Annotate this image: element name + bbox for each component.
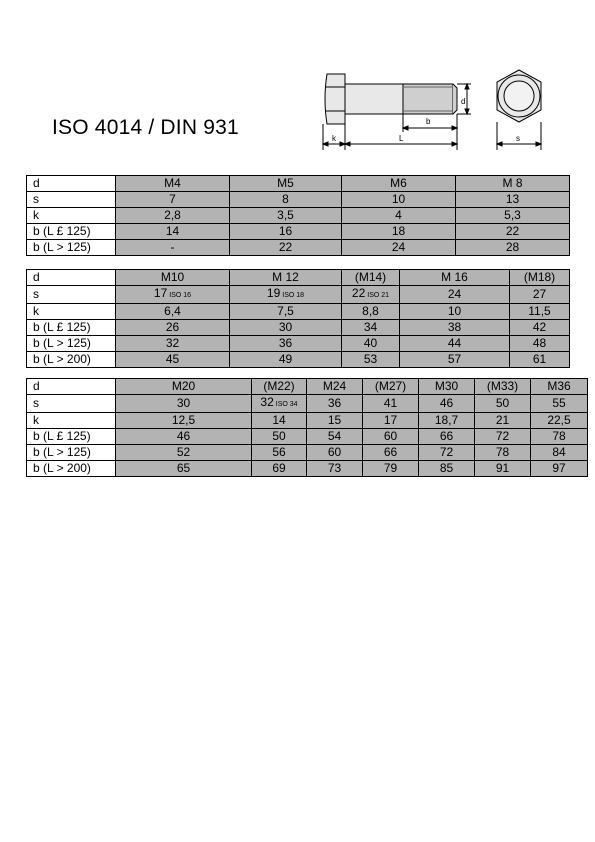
table-cell (475, 445, 531, 461)
cell-value: 52 (176, 445, 191, 459)
cell-value: 85 (439, 461, 454, 475)
table-cell (510, 304, 570, 320)
cell-value: M 16 (441, 270, 468, 284)
table-cell (307, 461, 363, 477)
table-cell (116, 445, 252, 461)
row-label: s (27, 192, 116, 208)
table-cell (419, 461, 475, 477)
table-cell (419, 445, 475, 461)
cell-value: 46 (439, 396, 454, 410)
cell-value: 6,4 (164, 304, 181, 318)
table-cell (510, 320, 570, 336)
table-cell (342, 270, 400, 286)
row-label: d (27, 176, 116, 192)
table-cell (400, 304, 510, 320)
cell-value: M6 (390, 176, 407, 190)
cell-value: 15 (327, 413, 342, 427)
cell-value: M36 (547, 379, 571, 393)
cell-value: (M33) (486, 379, 519, 393)
table-row (27, 286, 570, 304)
cell-value: 97 (552, 461, 566, 475)
table-cell (510, 270, 570, 286)
table-row (27, 352, 570, 368)
cell-value: (M18) (523, 270, 556, 284)
table-cell (363, 379, 419, 395)
table-cell (116, 320, 230, 336)
cell-value: M 12 (272, 270, 299, 284)
table-cell (400, 270, 510, 286)
table-cell (475, 413, 531, 429)
cell-value: M 8 (502, 176, 523, 190)
table-cell (531, 461, 588, 477)
cell-value: 55 (552, 396, 566, 410)
table-cell (342, 352, 400, 368)
cell-value: 34 (363, 320, 378, 334)
table-cell (230, 224, 342, 240)
table-row (27, 461, 588, 477)
table-cell (342, 240, 456, 256)
row-label: b (L £ 125) (27, 320, 116, 336)
cell-value: 19 (266, 286, 281, 300)
cell-value: 53 (363, 352, 378, 366)
cell-value: (M22) (263, 379, 295, 393)
table-cell (307, 413, 363, 429)
table-cell (400, 320, 510, 336)
cell-value: 56 (272, 445, 286, 459)
table-cell (531, 395, 588, 413)
table-cell (116, 395, 252, 413)
cell-value: 54 (327, 429, 342, 443)
cell-iso-note: ISO 16 (169, 292, 192, 299)
cell-value: M4 (164, 176, 181, 190)
table-row (27, 445, 588, 461)
cell-value: 3,5 (277, 208, 294, 222)
table-cell (342, 320, 400, 336)
cell-value: 22 (278, 240, 293, 254)
cell-value: 18,7 (434, 413, 459, 427)
table-cell (230, 304, 342, 320)
table-cell (307, 395, 363, 413)
table-cell (307, 379, 363, 395)
cell-value: 4 (395, 208, 402, 222)
cell-value: 8 (282, 192, 289, 206)
table-row (27, 379, 588, 395)
cell-value: 27 (532, 287, 547, 301)
table-cell (230, 286, 342, 304)
table-cell (456, 240, 570, 256)
cell-value: 22 (505, 224, 520, 238)
table-cell (116, 461, 252, 477)
table-cell (116, 176, 230, 192)
table-cell (363, 395, 419, 413)
cell-value: 22,5 (547, 413, 571, 427)
row-label: d (27, 270, 116, 286)
dim-label-b: b (426, 117, 431, 126)
cell-value: 16 (278, 224, 293, 238)
table-cell (419, 395, 475, 413)
table-cell (342, 192, 456, 208)
row-label: b (L > 125) (27, 336, 116, 352)
cell-value: 2,8 (164, 208, 181, 222)
row-label: d (27, 379, 116, 395)
cell-value: 65 (176, 461, 191, 475)
cell-value: (M14) (354, 270, 387, 284)
table-cell (230, 176, 342, 192)
table-cell (252, 429, 307, 445)
table-cell (456, 192, 570, 208)
cell-value: 84 (552, 445, 566, 459)
table-cell (531, 429, 588, 445)
table-cell (419, 379, 475, 395)
table-cell (116, 413, 252, 429)
cell-value: 41 (383, 396, 398, 410)
table-cell (230, 270, 342, 286)
table-cell (307, 429, 363, 445)
cell-value: 72 (439, 445, 454, 459)
cell-value: 73 (327, 461, 342, 475)
table-cell (252, 461, 307, 477)
table-row (27, 270, 570, 286)
cell-value: 91 (495, 461, 510, 475)
table-cell (252, 395, 307, 413)
cell-value: 10 (447, 304, 462, 318)
table-cell (230, 320, 342, 336)
cell-value: M24 (322, 379, 347, 393)
cell-value: 50 (495, 396, 510, 410)
table-row (27, 240, 570, 256)
cell-value: 11,5 (528, 304, 551, 318)
cell-value: 50 (272, 429, 286, 443)
cell-value: 48 (532, 336, 547, 350)
table-cell (400, 286, 510, 304)
table-cell (230, 192, 342, 208)
table-cell (363, 461, 419, 477)
cell-value: - (170, 240, 175, 254)
dim-label-d: d (461, 97, 466, 106)
table-cell (252, 413, 307, 429)
table-cell (456, 208, 570, 224)
cell-value: 79 (383, 461, 398, 475)
table-cell (252, 379, 307, 395)
cell-value: 36 (278, 336, 293, 350)
cell-value: 45 (165, 352, 180, 366)
cell-value: M10 (160, 270, 185, 284)
table-row (27, 224, 570, 240)
dim-label-s: s (516, 134, 520, 143)
table-cell (419, 413, 475, 429)
cell-iso-note: ISO 18 (282, 292, 305, 299)
table-cell (116, 336, 230, 352)
table-row (27, 208, 570, 224)
table-cell (531, 445, 588, 461)
cell-value: 7 (169, 192, 176, 206)
table-cell (342, 176, 456, 192)
table-cell (510, 352, 570, 368)
table-cell (456, 176, 570, 192)
table-cell (342, 304, 400, 320)
table-cell (456, 224, 570, 240)
table-cell (363, 413, 419, 429)
table-cell (116, 429, 252, 445)
table-cell (230, 336, 342, 352)
table-cell (230, 352, 342, 368)
cell-value: 38 (447, 320, 462, 334)
row-label: b (L > 200) (27, 461, 116, 477)
table-cell (475, 379, 531, 395)
dimension-table-1 (26, 175, 570, 256)
table-row (27, 395, 588, 413)
row-label: s (27, 395, 116, 413)
cell-value: 42 (532, 320, 547, 334)
table-cell (531, 413, 588, 429)
cell-value: 32 (165, 336, 180, 350)
table-cell (510, 336, 570, 352)
cell-value: 78 (495, 445, 510, 459)
cell-value: 69 (272, 461, 286, 475)
table-cell (230, 240, 342, 256)
dim-label-k: k (332, 134, 336, 143)
table-cell (419, 429, 475, 445)
cell-value: 60 (327, 445, 342, 459)
table-row (27, 413, 588, 429)
cell-value: M5 (277, 176, 294, 190)
cell-value: 17 (153, 286, 168, 300)
row-label: k (27, 413, 116, 429)
table-row (27, 320, 570, 336)
table-row (27, 304, 570, 320)
table-cell (252, 445, 307, 461)
cell-value: 30 (176, 396, 191, 410)
row-label: k (27, 208, 116, 224)
cell-value: (M27) (374, 379, 407, 393)
bolt-side-view (323, 74, 471, 150)
cell-value: 17 (383, 413, 398, 427)
cell-value: 57 (447, 352, 462, 366)
table-cell (116, 208, 230, 224)
table-row (27, 336, 570, 352)
cell-value: 7,5 (277, 304, 294, 318)
table-cell (116, 379, 252, 395)
cell-value: 30 (278, 320, 293, 334)
dim-label-L: L (399, 134, 404, 143)
cell-value: 14 (272, 413, 286, 427)
table-cell (116, 304, 230, 320)
cell-value: 60 (383, 429, 398, 443)
cell-iso-note: ISO 34 (275, 401, 298, 408)
cell-value: 10 (391, 192, 406, 206)
row-label: k (27, 304, 116, 320)
table-cell (400, 352, 510, 368)
cell-value: 72 (495, 429, 510, 443)
cell-value: 18 (391, 224, 406, 238)
table-cell (116, 240, 230, 256)
cell-value: M30 (434, 379, 459, 393)
cell-value: 12,5 (171, 413, 196, 427)
table-cell (116, 352, 230, 368)
table-cell (363, 429, 419, 445)
cell-value: 5,3 (504, 208, 521, 222)
cell-value: 61 (532, 352, 547, 366)
dimension-table-2 (26, 269, 570, 368)
dimension-table-3 (26, 378, 588, 477)
cell-value: M20 (171, 379, 196, 393)
cell-value: 78 (552, 429, 566, 443)
table-row (27, 429, 588, 445)
cell-value: 40 (363, 336, 378, 350)
cell-value: 26 (165, 320, 180, 334)
table-cell (531, 379, 588, 395)
table-cell (116, 224, 230, 240)
cell-value: 44 (447, 336, 462, 350)
table-row (27, 176, 570, 192)
row-label: s (27, 286, 116, 304)
cell-value: 32 (260, 395, 274, 409)
cell-iso-note: ISO 21 (367, 292, 390, 299)
table-cell (116, 192, 230, 208)
table-row (27, 192, 570, 208)
cell-value: 28 (505, 240, 520, 254)
table-cell (342, 336, 400, 352)
cell-value: 24 (447, 287, 462, 301)
table-cell (342, 286, 400, 304)
cell-value: 66 (439, 429, 454, 443)
row-label: b (L £ 125) (27, 429, 116, 445)
cell-value: 46 (176, 429, 191, 443)
cell-value: 21 (495, 413, 510, 427)
row-label: b (L £ 125) (27, 224, 116, 240)
table-cell (342, 224, 456, 240)
bolt-dimension-drawing (315, 62, 555, 154)
table-cell (475, 395, 531, 413)
table-cell (475, 461, 531, 477)
table-cell (230, 208, 342, 224)
cell-value: 8,8 (362, 304, 379, 318)
page-title: ISO 4014 / DIN 931 (52, 116, 239, 139)
cell-value: 13 (505, 192, 520, 206)
table-cell (400, 336, 510, 352)
table-cell (363, 445, 419, 461)
table-cell (116, 270, 230, 286)
table-cell (475, 429, 531, 445)
row-label: b (L > 200) (27, 352, 116, 368)
cell-value: 36 (327, 396, 342, 410)
table-cell (342, 208, 456, 224)
row-label: b (L > 125) (27, 445, 116, 461)
table-cell (116, 286, 230, 304)
cell-value: 49 (278, 352, 293, 366)
cell-value: 14 (165, 224, 180, 238)
cell-value: 22 (351, 286, 366, 300)
row-label: b (L > 125) (27, 240, 116, 256)
cell-value: 24 (391, 240, 406, 254)
cell-value: 66 (383, 445, 398, 459)
table-cell (510, 286, 570, 304)
table-cell (307, 445, 363, 461)
